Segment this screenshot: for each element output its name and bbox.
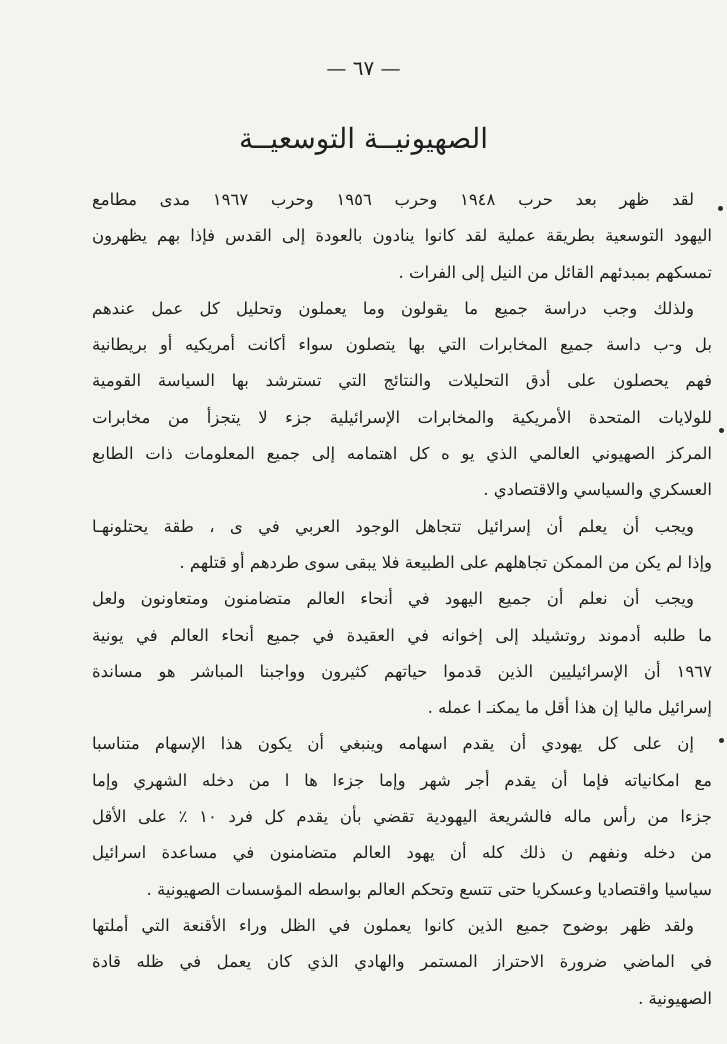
text-line: ويجب أن يعلم أن إسرائيل تتجاهل الوجود العربي في ى ، طقة يحتلونهـا (92, 516, 694, 536)
text-line: وإذا لم يكن من الممكن تجاهلهم على الطبيعة فلا يبقى سوى طردهم أو قتلهم . (179, 552, 712, 572)
text-line: إسرائيل ماليا إن هذا أقل ما يمكنـ ا عمله . (427, 698, 712, 718)
text-line: تمسكهم بمبدئهم القائل من النيل إلى الفرات . (398, 262, 712, 282)
paragraph (92, 581, 712, 726)
text-line: ولقد ظهر بوضوح جميع الذين كانوا يعملون في الظل وراء الأقنعة التي أملتها (92, 915, 694, 935)
scan-speck (718, 206, 723, 211)
text-line: لقد ظهر بعد حرب ١٩٤٨ وحرب ١٩٥٦ وحرب ١٩٦٧ مدى مطامع (92, 190, 694, 209)
paragraph (92, 726, 712, 907)
paragraph (92, 509, 712, 582)
text-line: من دخله ونفهم ن ذلك كله أن يهود العالم متضامنون في مساعدة اسرائيل (92, 843, 712, 863)
text-line: جزءا من رأس ماله فالشريعة اليهودية تقضي بأن يقدم كل فرد ١٠ ٪ على الأقل (92, 807, 712, 827)
paragraph (92, 908, 712, 1017)
text-line: مع امكانياته فإما أن يقدم أجر شهر وإما جزءا ها ا من دخله الشهري وإما (92, 770, 712, 790)
text-line: المركز الصهيوني العالمي الذي يو ه كل اهتمامه إلى جميع المعلومات ذات الطابع (92, 444, 712, 464)
text-line: ما طلبه أدموند روتشيلد إلى إخوانه في العقيدة في جميع أنحاء العالم في يونية (92, 625, 712, 645)
scan-speck (719, 428, 724, 433)
text-line: بل و-ب داسة جميع المخابرات التي بها يتصلون سواء أكانت أمريكيه أو بريطانية (92, 335, 712, 355)
text-line: للولايات المتحدة الأمريكية والمخابرات الإسرائيلية جزء لا يتجزأ من مخابرات (92, 407, 712, 427)
scan-speck (719, 738, 724, 743)
paragraph (92, 182, 712, 291)
page-number: — ٦٧ — (326, 56, 401, 80)
text-line: في الماضي ضرورة الاحتراز المستمر والهادي الذي كان يعمل في ظله قادة (92, 952, 712, 972)
text-line: اليهود التوسعية بطريقة عملية لقد كانوا ينادون بالعودة إلى القدس فإذا بهم يظهرون (92, 226, 712, 246)
page-title: الصهيونيــة التوسعيــة (238, 122, 489, 155)
text-line: ولذلك وجب دراسة جميع ما يقولون وما يعملون وتحليل كل عمل عندهم (92, 298, 694, 318)
text-line: سياسيا واقتصاديا وعسكريا حتى تتسع وتحكم العالم بواسطه المؤسسات الصهيونية . (146, 879, 712, 899)
text-line: فهم يحصلون على أدق التحليلات والنتائج التي تسترشد بها السياسة القومية (92, 371, 712, 391)
text-line: الصهيونية . (638, 988, 712, 1008)
text-line: ١٩٦٧ أن الإسرائيليين الذين قدموا حياتهم كثيرون وواجبنا المباشر هو مساندة (92, 661, 712, 681)
paragraph (92, 291, 712, 509)
text-line: ويجب أن نعلم أن جميع اليهود في أنحاء العالم متضامنون ومتعاونون ولعل (92, 589, 694, 609)
body-text (92, 182, 712, 1017)
text-line: إن على كل يهودي أن يقدم اسهامه وينبغي أن يكون هذا الإسهام متناسبا (92, 734, 694, 754)
text-line: العسكري والسياسي والاقتصادي . (483, 480, 712, 500)
